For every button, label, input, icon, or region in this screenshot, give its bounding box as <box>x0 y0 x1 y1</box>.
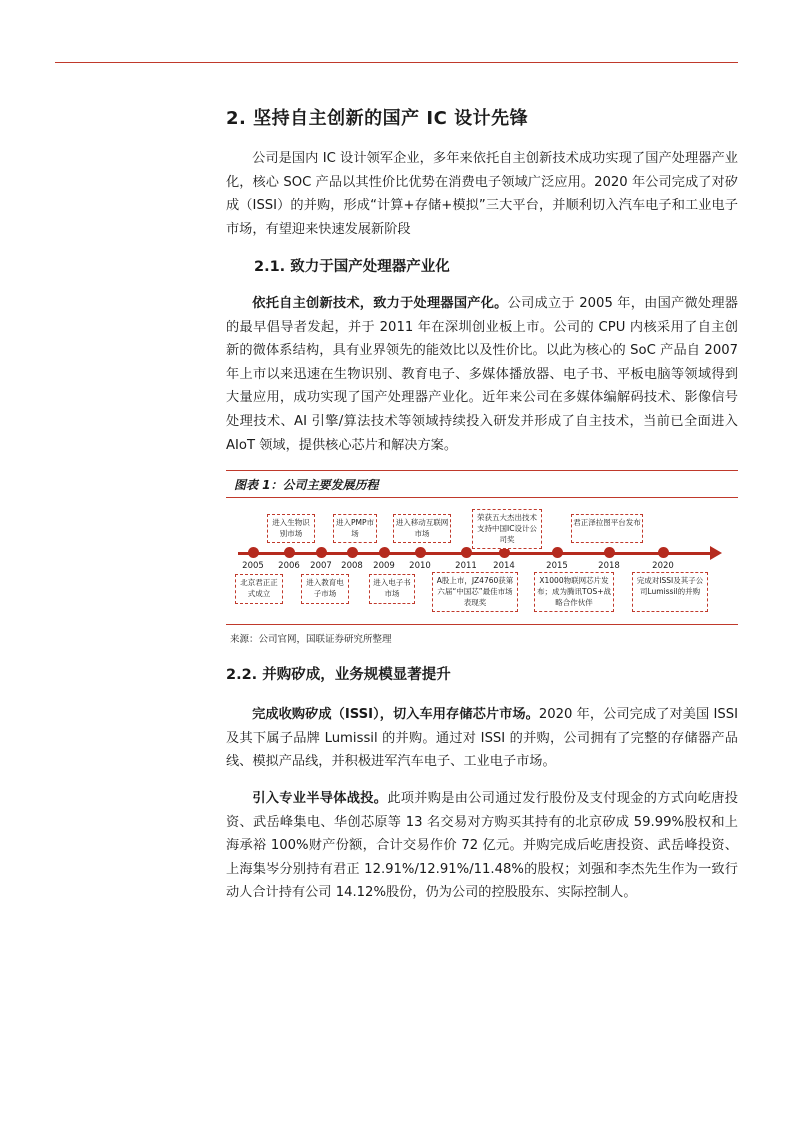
timeline-year: 2011 <box>455 561 477 571</box>
section-title: 2. 坚持自主创新的国产 IC 设计先锋 <box>226 108 529 129</box>
header-rule <box>55 62 738 63</box>
figure-title-bar <box>226 470 738 498</box>
timeline-event-below: 进入电子书市场 <box>369 574 415 604</box>
subsection-title-2-1: 2.1. 致力于国产处理器产业化 <box>254 259 450 275</box>
section-intro-paragraph <box>226 147 738 241</box>
timeline-dot <box>604 547 615 558</box>
timeline-event-below: 进入教育电子市场 <box>301 574 349 604</box>
paragraph-lead: 引入专业半导体战投。 <box>252 791 388 806</box>
timeline-event-below: 北京君正正式成立 <box>235 574 283 604</box>
paragraph-lead: 依托自主创新技术，致力于处理器国产化。 <box>252 296 508 311</box>
timeline-year: 2014 <box>493 561 515 571</box>
timeline-dot <box>316 547 327 558</box>
timeline-event-above: 进入PMP市场 <box>333 514 377 543</box>
timeline-event-above: 进入生物识别市场 <box>267 514 315 543</box>
subsection-title-2-2: 2.2. 并购矽成，业务规模显著提升 <box>226 667 451 683</box>
timeline-event-below: 完成对ISSI及其子公司Lumissil的并购 <box>632 572 708 612</box>
figure-title: 图表 1：公司主要发展历程 <box>234 478 379 492</box>
timeline-axis <box>238 552 712 555</box>
subsection-2-2-paragraph-2 <box>226 787 738 905</box>
timeline-year: 2008 <box>341 561 363 571</box>
paragraph-body: 2020 年，公司完成了对美国 ISSI 及其下属子品牌 Lumissil 的并购。通过对 ISSI 的并购，公司拥有了完整的存储器产品线、模拟产品线，并积极进军汽车电子、工业电子市场。 <box>226 707 738 770</box>
timeline-dot <box>379 547 390 558</box>
timeline-year: 2005 <box>242 561 264 571</box>
timeline-dot <box>415 547 426 558</box>
section-intro-text: 公司是国内 IC 设计领军企业，多年来依托自主创新技术成功实现了国产处理器产业化，核心 SOC 产品以其性价比优势在消费电子领域广泛应用。2020 年公司完成了对矽成（ISSI）的并购，形成“计算+存储+模拟”三大平台，并顺利切入汽车电子和工业电子市场，有望迎来快速发展新阶段 <box>226 151 738 237</box>
timeline-event-above: 荣获五大杰出技术支持中国IC设计公司奖 <box>472 509 542 549</box>
timeline-year: 2015 <box>546 561 568 571</box>
timeline-dot <box>552 547 563 558</box>
paragraph-lead: 完成收购矽成（ISSI），切入车用存储芯片市场。 <box>252 707 539 722</box>
timeline-event-above: 君正泽拉图平台发布 <box>571 514 643 543</box>
timeline-event-below: X1000物联网芯片发布；成为腾讯TOS+战略合作伙伴 <box>534 572 614 612</box>
timeline-dot <box>347 547 358 558</box>
figure-bottom-rule <box>226 624 738 625</box>
timeline-dot <box>461 547 472 558</box>
paragraph-body: 公司成立于 2005 年，由国产微处理器的最早倡导者发起，并于 2011 年在深圳创业板上市。公司的 CPU 内核采用了自主创新的微体系结构，具有业界领先的能效比以及性价比。以此为核心的 SoC 产品自 2007 年上市以来迅速在生物识别、教育电子、多媒体播放器、电子书、平板电脑等领域得到大量应用，成功实现了国产处理器产业化。近年来公司在多媒体编解码技术、影像信号处理技术、AI 引擎/算法技术等领域持续投入研发并形成了自主技术，当前已全面进入 AIoT 领域，提供核心芯片和解决方案。 <box>226 296 738 453</box>
timeline-year: 2009 <box>373 561 395 571</box>
timeline-dot <box>658 547 669 558</box>
timeline-arrow <box>710 546 722 560</box>
paragraph-body: 此项并购是由公司通过发行股份及支付现金的方式向屹唐投资、武岳峰集电、华创芯原等 13 名交易对方购买其持有的北京矽成 59.99%股权和上海承裕 100%财产份额，合计交易作价 72 亿元。并购完成后屹唐投资、武岳峰投资、上海集岑分别持有君正 12.91%/12.91%/11.48%的股权；刘强和李杰先生作为一致行动人合计持有公司 14.12%股份，仍为公司的控股股东、实际控制人。 <box>226 791 738 901</box>
timeline-year: 2018 <box>598 561 620 571</box>
subsection-2-1-paragraph <box>226 292 738 457</box>
timeline-chart <box>226 498 738 622</box>
figure-source: 来源：公司官网，国联证券研究所整理 <box>230 634 392 645</box>
timeline-year: 2010 <box>409 561 431 571</box>
timeline-event-above: 进入移动互联网市场 <box>393 514 451 543</box>
timeline-year: 2007 <box>310 561 332 571</box>
timeline-year: 2006 <box>278 561 300 571</box>
timeline-dot <box>284 547 295 558</box>
timeline-year: 2020 <box>652 561 674 571</box>
timeline-dot <box>248 547 259 558</box>
subsection-2-2-paragraph-1 <box>226 703 738 774</box>
timeline-event-below: A股上市，JZ4760获第六届“中国芯”最佳市场表现奖 <box>432 572 518 612</box>
